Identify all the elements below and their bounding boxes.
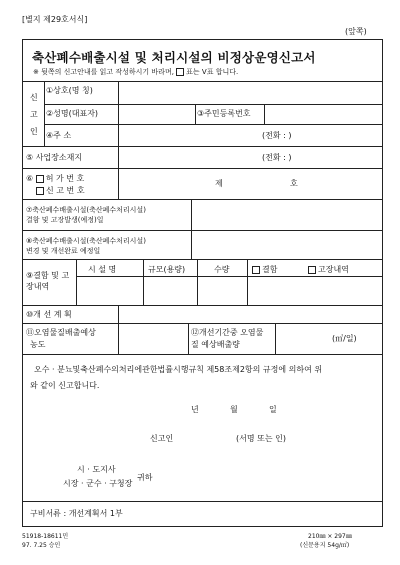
instruction-note: ※ 뒷쪽의 신고안내를 읽고 작성하시기 바라며, 표는 V표 합니다. xyxy=(33,68,239,76)
applicant-label-2: 고 xyxy=(30,110,38,119)
report-number-label: 신 고 번 호 xyxy=(36,185,85,196)
recipient-governor: 시 · 도지사 xyxy=(77,465,116,474)
date-day: 일 xyxy=(269,405,277,414)
quantity-column: 수량 xyxy=(214,265,230,274)
discharge-unit: (㎥/일) xyxy=(332,334,357,343)
applicant-label-3: 인 xyxy=(30,127,38,136)
resident-number-label: ③주민등록번호 xyxy=(197,109,251,118)
failure-checkbox[interactable] xyxy=(308,266,316,274)
form-number: [별지 제29호서식] xyxy=(22,15,88,24)
paper-type: (신문용지 54g/㎡) xyxy=(300,542,350,549)
date-year: 년 xyxy=(191,405,199,414)
declaration-text-1: 오수 · 분뇨및축산폐수의처리에관한법률시행규칙 제58조제2항의 규정에 의하여 위 xyxy=(34,365,323,374)
date-month: 월 xyxy=(230,405,238,414)
required-documents: 구비서류 : 개선계획서 1부 xyxy=(30,509,123,518)
company-name-label: ①상호(명 칭) xyxy=(46,86,93,95)
business-location-label: ⑤ 사업장소재지 xyxy=(26,153,83,162)
report-checkbox[interactable] xyxy=(36,187,44,195)
recipient-mayor: 시장 · 군수 · 구청장 xyxy=(63,479,133,488)
failure-option: 고장내역 xyxy=(308,264,349,275)
improvement-plan-label: ⑩개 선 계 획 xyxy=(26,310,72,319)
applicant-label-1: 신 xyxy=(30,93,38,102)
permit-suffix: 호 xyxy=(290,179,298,188)
representative-name-label: ②성명(대표자) xyxy=(46,109,99,118)
permit-checkbox[interactable] xyxy=(36,175,44,183)
address-label: ④주 소 xyxy=(46,131,72,140)
form-code: 51918-18611민 xyxy=(22,533,69,540)
facility-name-column: 시 설 명 xyxy=(88,265,117,274)
honorific: 귀하 xyxy=(137,473,153,482)
paper-size: 210㎜ × 297㎜ xyxy=(308,533,352,540)
address-phone-label: (전화 : ) xyxy=(262,131,292,140)
defect-details-label-2: 장내역 xyxy=(26,282,50,291)
reporter-label: 신고인 xyxy=(150,434,174,443)
permit-number-label: ⑥ 허 가 번 호 xyxy=(26,174,85,183)
change-date-label-2: 변경 및 개선완료 예정일 xyxy=(26,247,101,255)
defect-date-label-2: 결함 및 고장발생(예정)일 xyxy=(26,216,104,224)
pollution-concentration-label-2: 농도 xyxy=(30,340,46,349)
change-date-label-1: ⑧축산폐수배출시설(축산폐수처리시설) xyxy=(26,237,146,245)
form-title: 축산폐수배출시설 및 처리시설의 비정상운영신고서 xyxy=(32,50,316,65)
defect-date-label-1: ⑦축산폐수배출시설(축산폐수처리시설) xyxy=(26,206,146,214)
signature-label: (서명 또는 인) xyxy=(236,434,286,443)
page-side-label: (앞쪽) xyxy=(345,27,367,36)
approval-date: 97. 7.25 승인 xyxy=(22,542,61,549)
defect-option: 결함 xyxy=(252,264,277,275)
pollution-concentration-label-1: ⑪오염물질배출예상 xyxy=(26,328,96,337)
improvement-discharge-label-1: ⑫개선기간중 오염물 xyxy=(191,328,264,337)
improvement-discharge-label-2: 질 예상배출량 xyxy=(191,340,240,349)
location-phone-label: (전화 : ) xyxy=(262,153,292,162)
checkbox-icon xyxy=(176,68,184,76)
permit-prefix: 제 xyxy=(215,179,223,188)
defect-checkbox[interactable] xyxy=(252,266,260,274)
defect-details-label-1: ⑨결함 및 고 xyxy=(26,271,70,280)
declaration-text-2: 와 같이 신고합니다. xyxy=(30,381,100,390)
capacity-column: 규모(용량) xyxy=(148,265,186,274)
